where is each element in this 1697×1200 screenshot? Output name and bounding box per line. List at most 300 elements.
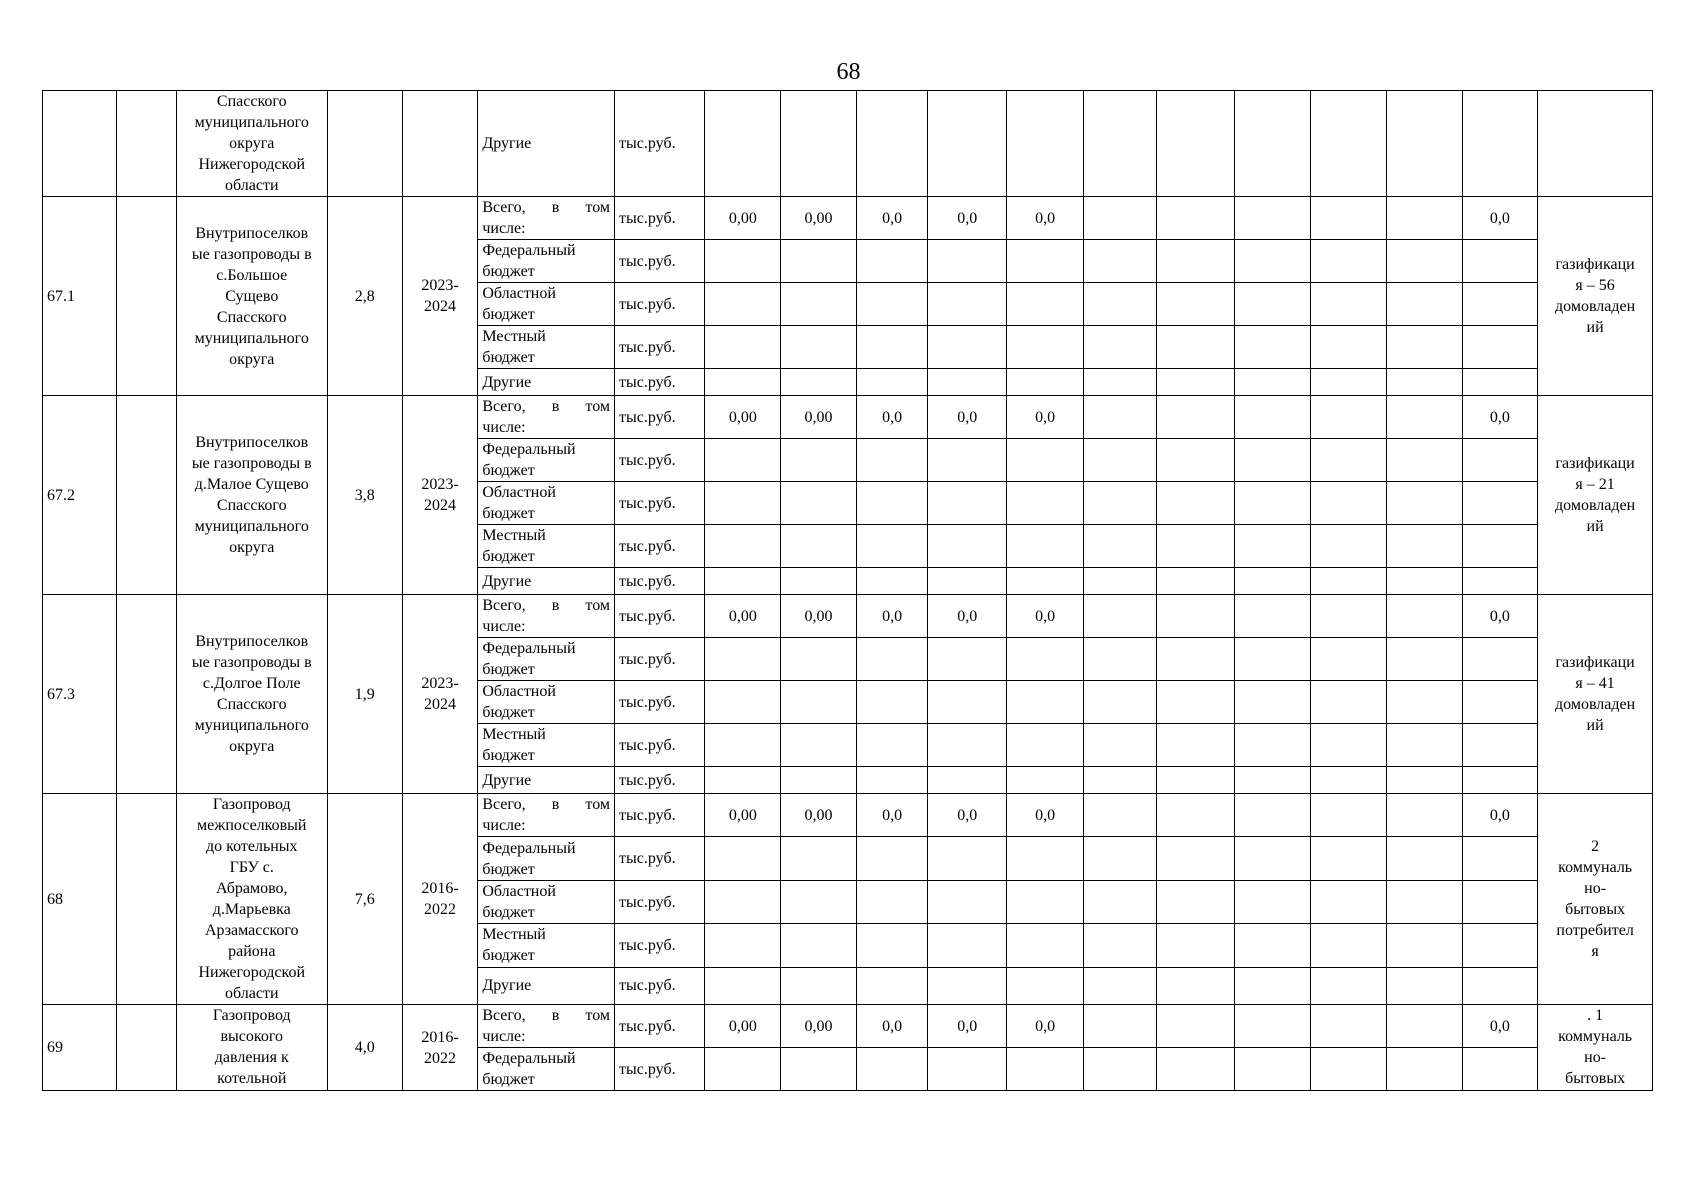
value-cell xyxy=(705,595,781,638)
amount-value: 0,0 xyxy=(882,209,903,227)
length-value: 4,0 xyxy=(354,1039,375,1056)
result-line: . 1 xyxy=(1587,1007,1604,1024)
unit-label: тыс.руб. xyxy=(619,408,676,426)
funding-source-line xyxy=(482,197,610,218)
unit-cell xyxy=(615,724,705,767)
value-cell xyxy=(1084,1005,1157,1048)
value-cell xyxy=(1462,525,1538,568)
unit-cell xyxy=(615,240,705,283)
unit-label: тыс.руб. xyxy=(619,936,676,954)
length-value: 3,8 xyxy=(354,486,375,504)
value-cell xyxy=(1311,568,1387,595)
period-line: 2022 xyxy=(423,901,456,918)
object-name-line: высокого xyxy=(220,1028,284,1045)
length-cell xyxy=(327,595,402,794)
value-cell xyxy=(1462,197,1538,240)
value-cell xyxy=(781,767,857,794)
value-cell xyxy=(1462,681,1538,724)
amount-value: 0,0 xyxy=(1489,408,1510,426)
value-cell xyxy=(705,197,781,240)
value-cell xyxy=(1007,681,1084,724)
result-line: ий xyxy=(1586,717,1604,734)
unit-label: тыс.руб. xyxy=(619,977,676,995)
value-cell xyxy=(1462,638,1538,681)
unit-cell xyxy=(615,326,705,369)
object-name-line: Арзамасского xyxy=(204,922,299,939)
period-line: 2023- xyxy=(421,675,459,692)
value-cell xyxy=(1386,595,1462,638)
value-cell xyxy=(928,967,1007,1004)
value-cell xyxy=(1084,482,1157,525)
table-row xyxy=(43,1005,1653,1048)
result-cell xyxy=(1538,91,1653,197)
value-cell xyxy=(1462,595,1538,638)
unit-cell xyxy=(615,1048,705,1091)
value-cell xyxy=(1156,837,1235,880)
value-cell xyxy=(1084,326,1157,369)
value-cell xyxy=(1235,638,1311,681)
value-cell xyxy=(1462,1048,1538,1091)
period-cell xyxy=(402,794,478,1005)
funding-source-label: бюджет xyxy=(482,1071,535,1088)
funding-source-label: бюджет xyxy=(482,704,535,721)
value-cell xyxy=(928,880,1007,923)
amount-value: 0,0 xyxy=(882,806,903,824)
object-name-line: района xyxy=(228,943,276,960)
value-cell xyxy=(1462,396,1538,439)
value-cell xyxy=(1235,681,1311,724)
period-line: 2023- xyxy=(421,277,459,294)
value-cell xyxy=(781,794,857,837)
object-name-line: до котельных xyxy=(205,838,298,855)
period-cell xyxy=(402,91,478,197)
empty-cell xyxy=(116,794,176,1005)
object-name-line: области xyxy=(225,985,279,1002)
table-row xyxy=(43,794,1653,837)
object-name-line: муниципального xyxy=(194,114,309,131)
unit-label: тыс.руб. xyxy=(619,1017,676,1035)
value-cell xyxy=(1084,924,1157,967)
amount-value: 0,0 xyxy=(882,1017,903,1035)
value-cell xyxy=(1235,439,1311,482)
funding-source-cell xyxy=(478,924,615,967)
funding-source-cell xyxy=(478,638,615,681)
value-cell xyxy=(1156,724,1235,767)
value-cell xyxy=(1462,568,1538,595)
value-cell xyxy=(1311,326,1387,369)
object-name-line: Газопровод xyxy=(212,796,291,813)
result-line: ий xyxy=(1586,518,1604,535)
value-cell xyxy=(705,967,781,1004)
unit-label: тыс.руб. xyxy=(619,252,676,270)
value-cell xyxy=(781,967,857,1004)
value-cell xyxy=(781,482,857,525)
value-cell xyxy=(1235,283,1311,326)
value-cell xyxy=(1311,595,1387,638)
row-number-cell xyxy=(43,396,117,595)
object-name-line: ГБУ с. xyxy=(229,859,274,876)
period-line: 2024 xyxy=(423,298,456,315)
value-cell xyxy=(705,369,781,396)
result-line: домовладен xyxy=(1555,497,1636,514)
unit-cell xyxy=(615,681,705,724)
value-cell xyxy=(856,794,928,837)
result-line: коммуналь xyxy=(1558,1028,1633,1045)
value-cell xyxy=(1386,681,1462,724)
value-cell xyxy=(1156,638,1235,681)
result-line: 2 xyxy=(1591,838,1600,855)
row-number-cell xyxy=(43,1005,117,1091)
object-name-line: ые газопроводы в xyxy=(191,455,312,472)
unit-label: тыс.руб. xyxy=(619,338,676,356)
value-cell xyxy=(856,568,928,595)
empty-cell xyxy=(116,595,176,794)
value-cell xyxy=(1007,880,1084,923)
value-cell xyxy=(928,837,1007,880)
value-cell xyxy=(928,240,1007,283)
value-cell xyxy=(1007,91,1084,197)
period-line: 2016- xyxy=(421,1028,459,1046)
period-line: 2024 xyxy=(423,497,456,514)
object-name-cell xyxy=(176,794,327,1005)
value-cell xyxy=(1235,396,1311,439)
value-cell xyxy=(1462,794,1538,837)
object-name-line: Внутрипоселков xyxy=(195,434,309,451)
amount-value: 0,0 xyxy=(1035,806,1056,824)
object-name-line: Нижегородской xyxy=(198,156,306,173)
value-cell xyxy=(856,1048,928,1091)
result-line: ий xyxy=(1586,319,1604,336)
funding-source-label: бюджет xyxy=(482,349,535,366)
result-cell xyxy=(1538,1005,1653,1091)
value-cell xyxy=(856,681,928,724)
value-cell xyxy=(1084,568,1157,595)
amount-value: 0,0 xyxy=(957,408,978,426)
value-cell xyxy=(1311,283,1387,326)
amount-value: 0,0 xyxy=(1035,1017,1056,1035)
unit-label: тыс.руб. xyxy=(619,850,676,868)
value-cell xyxy=(705,837,781,880)
value-cell xyxy=(1084,880,1157,923)
value-cell xyxy=(1007,283,1084,326)
value-cell xyxy=(1386,240,1462,283)
value-cell xyxy=(1462,837,1538,880)
value-cell xyxy=(1007,1048,1084,1091)
value-cell xyxy=(928,681,1007,724)
value-cell xyxy=(1156,369,1235,396)
value-cell xyxy=(781,837,857,880)
amount-value: 0,0 xyxy=(957,806,978,824)
value-cell xyxy=(1235,967,1311,1004)
result-line: домовладен xyxy=(1555,696,1636,713)
funding-source-label: Федеральный xyxy=(482,640,576,657)
value-cell xyxy=(856,197,928,240)
object-name-line: округа xyxy=(229,135,275,152)
result-line: домовладен xyxy=(1555,298,1636,315)
unit-label: тыс.руб. xyxy=(619,135,676,152)
unit-label: тыс.руб. xyxy=(619,607,676,625)
amount-value: 0,0 xyxy=(882,408,903,426)
funding-source-word: том xyxy=(585,1007,611,1024)
funding-source-label: бюджет xyxy=(482,904,535,922)
value-cell xyxy=(705,767,781,794)
amount-value: 0,00 xyxy=(728,1017,757,1035)
amount-value: 0,00 xyxy=(728,209,757,227)
funding-source-label: Местный xyxy=(482,926,546,944)
funding-source-cell xyxy=(478,837,615,880)
value-cell xyxy=(1311,197,1387,240)
funding-source-label: Местный xyxy=(482,328,546,345)
value-cell xyxy=(1007,638,1084,681)
funding-source-label: Другие xyxy=(482,572,532,590)
value-cell xyxy=(1386,1048,1462,1091)
value-cell xyxy=(1156,396,1235,439)
value-cell xyxy=(928,924,1007,967)
object-name-line: Спасского xyxy=(216,497,287,514)
object-name-line: Спасского xyxy=(216,308,287,326)
object-name-line: котельной xyxy=(217,1070,287,1087)
object-name-line: с.Долгое Поле xyxy=(202,675,301,692)
value-cell xyxy=(928,1048,1007,1091)
table-row xyxy=(43,91,1653,197)
funding-source-word: Всего, xyxy=(482,199,526,216)
value-cell xyxy=(1311,924,1387,967)
amount-value: 0,0 xyxy=(882,607,903,625)
value-cell xyxy=(705,396,781,439)
object-name-line: округа xyxy=(229,350,275,368)
unit-cell xyxy=(615,369,705,396)
value-cell xyxy=(781,283,857,326)
value-cell xyxy=(928,482,1007,525)
amount-value: 0,00 xyxy=(728,806,757,824)
result-line: я – 56 xyxy=(1575,277,1615,294)
funding-source-label: Другие xyxy=(482,135,532,152)
funding-source-cell xyxy=(478,396,615,439)
length-cell xyxy=(327,197,402,396)
object-name-line: муниципального xyxy=(194,518,309,535)
value-cell xyxy=(1311,1005,1387,1048)
length-cell xyxy=(327,91,402,197)
value-cell xyxy=(856,595,928,638)
unit-cell xyxy=(615,638,705,681)
funding-source-word: Всего, xyxy=(482,796,526,814)
funding-source-word: в xyxy=(551,199,560,216)
funding-source-label: бюджет xyxy=(482,947,535,965)
value-cell xyxy=(1311,638,1387,681)
value-cell xyxy=(1235,595,1311,638)
funding-source-word: том xyxy=(585,398,611,415)
value-cell xyxy=(1462,240,1538,283)
value-cell xyxy=(781,326,857,369)
empty-cell xyxy=(116,1005,176,1091)
value-cell xyxy=(1311,794,1387,837)
result-cell xyxy=(1538,595,1653,794)
unit-cell xyxy=(615,568,705,595)
object-name-line: муниципального xyxy=(194,329,309,347)
value-cell xyxy=(856,1005,928,1048)
unit-label: тыс.руб. xyxy=(619,494,676,512)
value-cell xyxy=(781,924,857,967)
value-cell xyxy=(781,1005,857,1048)
length-cell xyxy=(327,1005,402,1091)
value-cell xyxy=(856,283,928,326)
value-cell xyxy=(856,967,928,1004)
value-cell xyxy=(1462,924,1538,967)
row-number-cell xyxy=(43,197,117,396)
funding-source-word: том xyxy=(585,597,611,614)
value-cell xyxy=(856,439,928,482)
value-cell xyxy=(1156,595,1235,638)
amount-value: 0,0 xyxy=(1035,408,1056,426)
funding-source-cell xyxy=(478,880,615,923)
value-cell xyxy=(856,724,928,767)
value-cell xyxy=(1462,482,1538,525)
value-cell xyxy=(856,767,928,794)
value-cell xyxy=(1386,283,1462,326)
funding-source-cell xyxy=(478,482,615,525)
value-cell xyxy=(856,240,928,283)
length-value: 1,9 xyxy=(354,685,375,703)
length-value: 2,8 xyxy=(354,287,375,305)
value-cell xyxy=(1084,439,1157,482)
value-cell xyxy=(1007,767,1084,794)
empty-cell xyxy=(116,91,176,197)
object-name-line: с.Большое xyxy=(216,266,288,284)
value-cell xyxy=(1386,525,1462,568)
result-line: бытовых xyxy=(1565,1070,1626,1087)
value-cell xyxy=(1311,1048,1387,1091)
funding-source-word: в xyxy=(551,398,560,415)
value-cell xyxy=(705,482,781,525)
funding-source-word: том xyxy=(585,796,611,814)
result-line: потребител xyxy=(1556,922,1634,939)
value-cell xyxy=(928,638,1007,681)
row-number-cell xyxy=(43,595,117,794)
object-name-line: округа xyxy=(229,738,275,755)
unit-label: тыс.руб. xyxy=(619,451,676,469)
value-cell xyxy=(1156,283,1235,326)
funding-source-label: Местный xyxy=(482,726,546,743)
value-cell xyxy=(705,724,781,767)
unit-label: тыс.руб. xyxy=(619,209,676,227)
result-line: я – 21 xyxy=(1575,476,1615,493)
result-cell xyxy=(1538,197,1653,396)
funding-source-line xyxy=(482,794,610,815)
value-cell xyxy=(1156,767,1235,794)
value-cell xyxy=(1007,924,1084,967)
funding-source-cell xyxy=(478,767,615,794)
funding-source-word: Всего, xyxy=(482,1007,526,1024)
value-cell xyxy=(1235,724,1311,767)
value-cell xyxy=(1084,91,1157,197)
object-name-line: Спасского xyxy=(216,93,287,110)
value-cell xyxy=(1156,525,1235,568)
value-cell xyxy=(1084,369,1157,396)
value-cell xyxy=(1156,326,1235,369)
value-cell xyxy=(781,197,857,240)
value-cell xyxy=(781,91,857,197)
value-cell xyxy=(1235,91,1311,197)
empty-cell xyxy=(116,197,176,396)
value-cell xyxy=(928,595,1007,638)
empty-cell xyxy=(116,396,176,595)
value-cell xyxy=(1084,638,1157,681)
funding-source-cell xyxy=(478,681,615,724)
value-cell xyxy=(856,396,928,439)
value-cell xyxy=(1386,1005,1462,1048)
value-cell xyxy=(1386,396,1462,439)
value-cell xyxy=(1386,967,1462,1004)
funding-source-word: Всего, xyxy=(482,398,526,415)
value-cell xyxy=(856,369,928,396)
amount-value: 0,0 xyxy=(1489,209,1510,227)
value-cell xyxy=(1084,794,1157,837)
value-cell xyxy=(1084,283,1157,326)
length-cell xyxy=(327,396,402,595)
value-cell xyxy=(1235,197,1311,240)
value-cell xyxy=(1007,794,1084,837)
unit-label: тыс.руб. xyxy=(619,537,676,555)
value-cell xyxy=(705,681,781,724)
value-cell xyxy=(1007,837,1084,880)
funding-source-label: Областной xyxy=(482,883,556,901)
value-cell xyxy=(1084,967,1157,1004)
amount-value: 0,00 xyxy=(728,607,757,625)
value-cell xyxy=(1386,197,1462,240)
length-cell xyxy=(327,794,402,1005)
value-cell xyxy=(1156,924,1235,967)
value-cell xyxy=(781,369,857,396)
value-cell xyxy=(856,638,928,681)
funding-source-cell xyxy=(478,326,615,369)
funding-source-cell xyxy=(478,967,615,1004)
value-cell xyxy=(1084,197,1157,240)
value-cell xyxy=(1462,326,1538,369)
unit-cell xyxy=(615,283,705,326)
value-cell xyxy=(1462,283,1538,326)
unit-label: тыс.руб. xyxy=(619,572,676,590)
unit-cell xyxy=(615,439,705,482)
value-cell xyxy=(1007,326,1084,369)
period-line: 2024 xyxy=(423,696,456,713)
amount-value: 0,0 xyxy=(1489,1017,1510,1035)
row-number: 67.2 xyxy=(47,486,75,504)
value-cell xyxy=(1386,724,1462,767)
funding-source-cell xyxy=(478,724,615,767)
value-cell xyxy=(1235,568,1311,595)
result-line: но- xyxy=(1584,1049,1607,1066)
value-cell xyxy=(928,525,1007,568)
amount-value: 0,0 xyxy=(957,1017,978,1035)
value-cell xyxy=(781,595,857,638)
value-cell xyxy=(1462,767,1538,794)
value-cell xyxy=(781,240,857,283)
period-cell xyxy=(402,197,478,396)
value-cell xyxy=(1235,1048,1311,1091)
unit-label: тыс.руб. xyxy=(619,295,676,313)
result-line: я xyxy=(1591,943,1599,960)
amount-value: 0,0 xyxy=(1489,607,1510,625)
value-cell xyxy=(1311,482,1387,525)
amount-value: 0,00 xyxy=(804,806,833,824)
value-cell xyxy=(1007,1005,1084,1048)
value-cell xyxy=(1007,595,1084,638)
funding-source-label: Другие xyxy=(482,977,532,995)
unit-cell xyxy=(615,767,705,794)
amount-value: 0,00 xyxy=(728,408,757,426)
value-cell xyxy=(1311,439,1387,482)
funding-source-label: бюджет xyxy=(482,548,535,565)
